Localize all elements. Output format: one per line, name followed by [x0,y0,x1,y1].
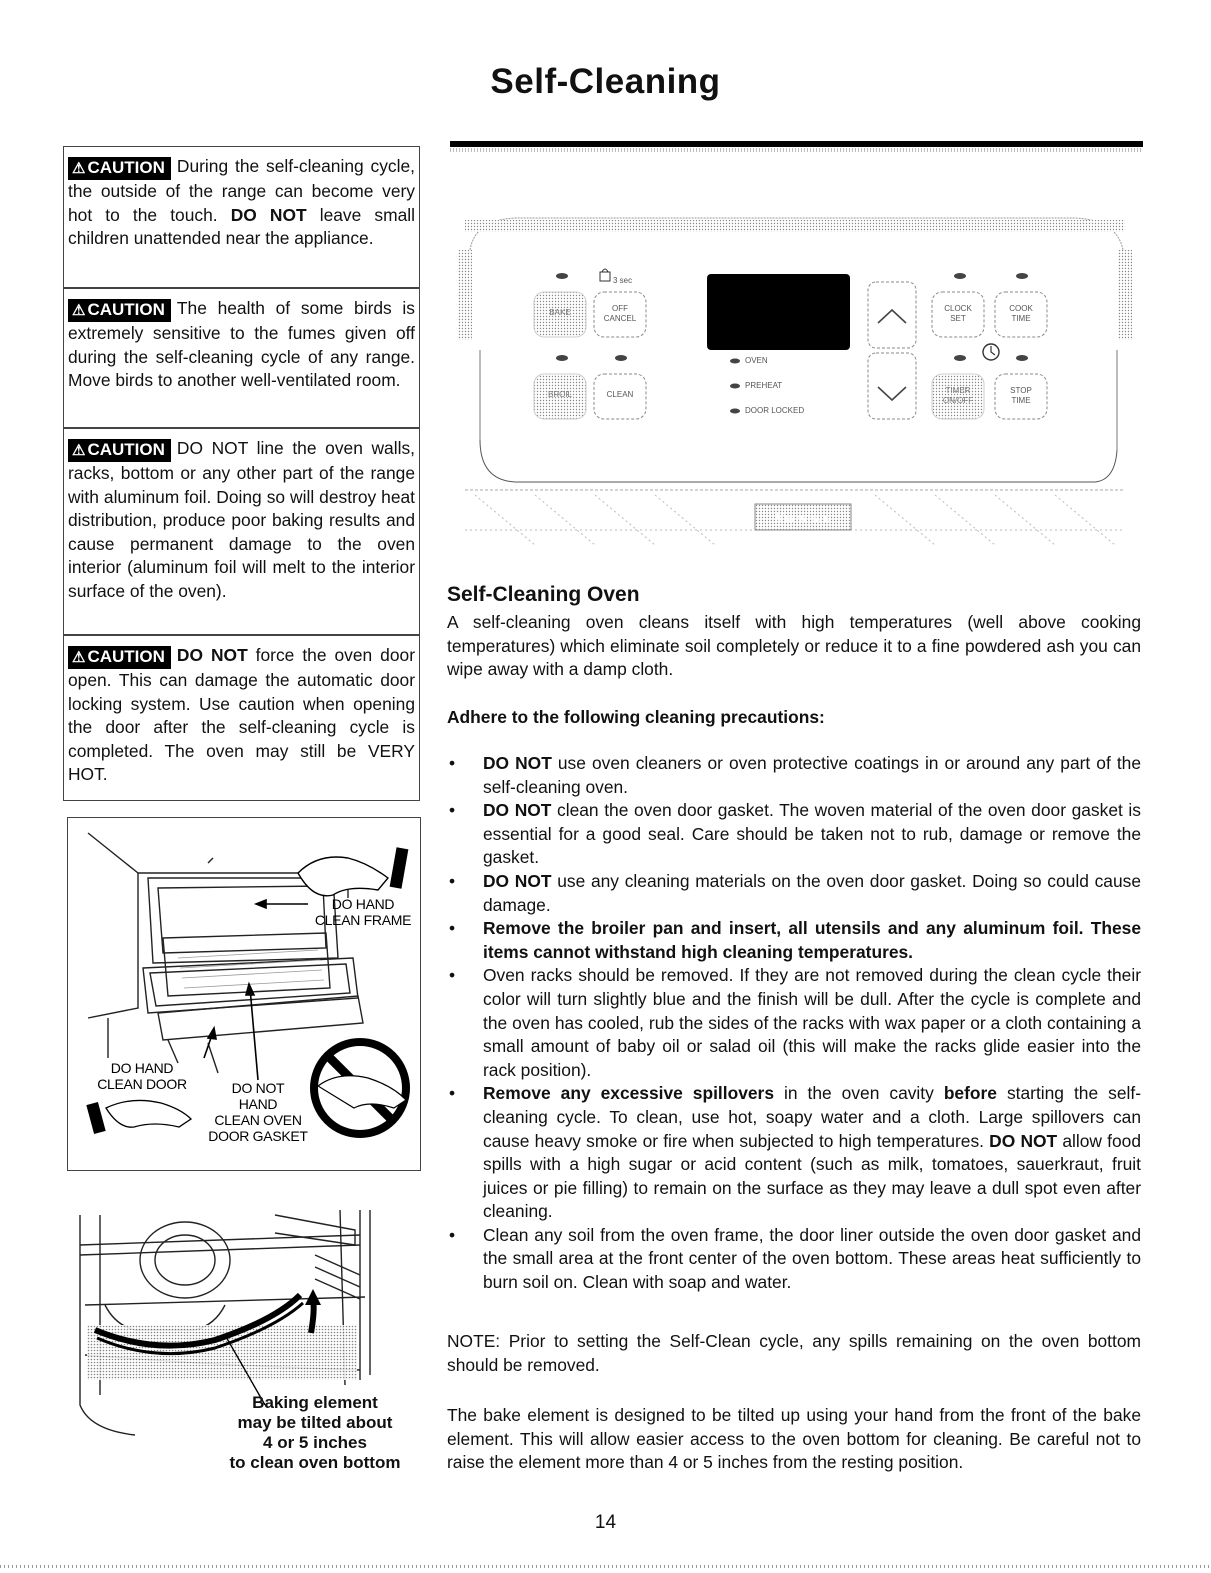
bake-button: BAKE [549,308,571,317]
label-gasket: DO NOT HAND CLEAN OVEN DOOR GASKET [208,1080,308,1144]
list-item: • Clean any soil from the oven frame, the door liner outside the oven door gasket and the small area at the front center of the oven bottom. These areas heat sufficiently to burn soil on. Clean with soap and water. [449,1224,1141,1293]
hand-icon [86,1100,191,1134]
caution-badge-label: CAUTION [87,440,165,459]
preheat-indicator: PREHEAT [745,381,783,390]
title-rule [450,141,1143,147]
caution-badge [68,299,171,322]
oven-door-cleaning-figure [67,817,421,1171]
control-panel-drawing [455,210,1135,555]
precautions-list [447,752,1141,1295]
caution-text: DO NOT line the oven walls, racks, bottom or any other part of the range with aluminum foil. Doing so will destroy heat distribution, produce poor baking results and cause permanent damage to the oven interior (aluminum foil will melt to the interior surface of the oven). [68,438,415,601]
caution-bold-text: DO NOT [230,204,307,225]
caution-badge [68,646,171,669]
title-rule-shadow [450,148,1143,152]
bake-element-figure [75,1205,420,1480]
list-item: • DO NOT clean the oven door gasket. The woven material of the oven door gasket is essential for a good seal. Care should be taken not to rub, damage or remove the gasket. [449,800,1141,868]
brand-logo: Kenmore [774,510,832,525]
warning-triangle-icon: ⚠ [72,160,86,177]
caution-badge-label: CAUTION [87,300,165,319]
door-locked-indicator: DOOR LOCKED [745,406,805,415]
warning-triangle-icon: ⚠ [72,302,86,319]
caution-badge-label: CAUTION [87,158,165,177]
caution-box-door [63,635,420,801]
note-paragraph: NOTE: Prior to setting the Self-Clean cycle, any spills remaining on the oven bottom should be removed. [447,1331,1141,1375]
cook-time-button: COOK TIME [1009,304,1033,323]
warning-triangle-icon: ⚠ [72,442,86,459]
hand-icon [298,847,408,896]
bake-element-paragraph: The bake element is designed to be tilted up using your hand from the front of the bake element. This will allow easier access to the oven bottom for cleaning. Be careful not to raise the element more than 4 or 5 inches from the resting position. [447,1405,1141,1473]
list-item: • DO NOT use oven cleaners or oven protective coatings in or around any part of the self-cleaning oven. [449,753,1141,797]
page-title: Self-Cleaning [490,62,721,101]
bake-element-caption: Baking element may be tilted about 4 or 5 inches to clean oven bottom [229,1393,401,1472]
list-item: • DO NOT use any cleaning materials on the oven door gasket. Doing so could cause damage. [449,870,1141,915]
caution-text: During the self-cleaning cycle, the outside of the range can become very hot to the touch. [68,156,415,225]
precautions-heading: Adhere to the following cleaning precautions: [447,707,825,727]
warning-triangle-icon: ⚠ [72,649,86,666]
caution-badge [68,157,171,180]
stop-time-button: STOP TIME [1010,386,1032,405]
caution-bold-text: DO NOT [176,645,248,665]
intro-paragraph: A self-cleaning oven cleans itself with high temperatures (well above cooking temperatures) which eliminate soil completely or reduce it to a fine powdered ash you can wipe away with a damp cloth. [447,612,1141,680]
bottom-border [0,1565,1211,1568]
off-cancel-button: OFF CANCEL [603,304,637,323]
clean-button: CLEAN [606,390,634,399]
caution-badge-label: CAUTION [87,647,165,666]
clock-set-button: CLOCK SET [944,304,972,323]
caution-text: The health of some birds is extremely sensitive to the fumes given off during the self-cleaning cycle of any range. Move birds to another well-ventilated room. [68,298,415,391]
prohibited-icon [314,1042,406,1134]
caution-text: force the oven door open. This can damage the automatic door locking system. Use caution when opening the door after the self-cleaning cycle is completed. The oven may still be VERY HOT. [68,645,415,785]
label-clean-door: DO HAND CLEAN DOOR [97,1060,187,1092]
control-panel-illustration [455,210,1135,555]
caution-badge [68,439,171,462]
section-heading: Self-Cleaning Oven [447,583,640,606]
list-item: • Remove the broiler pan and insert, all utensils and any aluminum foil. These items cannot withstand high cleaning temperatures. [449,918,1141,962]
lock-hold-label: 3 sec [613,276,633,285]
caution-box-birds [63,288,420,428]
list-item: • Remove any excessive spillovers in the oven cavity before starting the self-cleaning cycle. To clean, use hot, soapy water and a cloth. Large spillovers can cause heavy smoke or fire when subjected to high temperatures. DO NOT allow food spills with a high sugar or acid content (such as milk, tomatoes, sauerkraut, fruit juices or pie filling) to remain on the surface as they may leave a dull spot even after cleaning. [449,1083,1141,1222]
timer-on-off-button: TIMER ON/OFF [942,386,974,405]
list-item: • Oven racks should be removed. If they are not removed during the clean cycle their color will turn slightly blue and the finish will be dull. After the cycle is complete and the oven has cooled, rub the sides of the racks with wax paper or a cloth containing a small amount of baby oil or salad oil (this will make the racks glide easier into the rack position). [449,965,1141,1080]
caution-box-foil [63,428,420,635]
page-number: 14 [594,1512,617,1533]
oven-indicator: OVEN [745,356,768,365]
caution-box-heat [63,146,420,288]
caution-text: leave small children unattended near the appliance. [68,204,415,249]
label-clean-frame: DO HAND CLEAN FRAME [314,896,412,928]
broil-button: BROIL [547,390,572,399]
